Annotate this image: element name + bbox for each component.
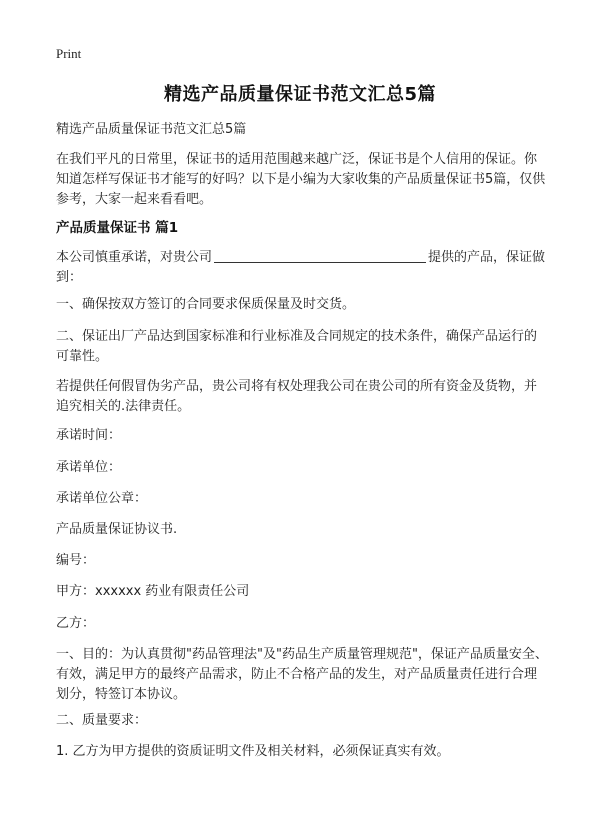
commitment-prefix: 本公司慎重承诺，对贵公司 — [56, 250, 213, 265]
intro-paragraph: 在我们平凡的日常里，保证书的适用范围越来越广泛，保证书是个人信用的保证。你知道怎样写保证书才能写的好吗？以下是小编为大家收集的产品质量保证书5篇，仅供参考，大家一起来看看吧。 — [56, 152, 546, 207]
commitment-seal-label: 承诺单位公章： — [56, 491, 148, 506]
document-subtitle: 精选产品质量保证书范文汇总5篇 — [56, 122, 247, 137]
page-title: 精选产品质量保证书范文汇总5篇 — [163, 84, 437, 105]
print-link[interactable]: Print — [56, 46, 82, 61]
commitment-unit-label: 承诺单位： — [56, 460, 122, 475]
quality-requirements-heading: 二、质量要求： — [56, 713, 148, 728]
commitment-item-1: 一、确保按双方签订的合同要求保质保量及时交货。 — [56, 297, 356, 312]
serial-number-label: 编号： — [56, 553, 96, 568]
commitment-item-2: 二、保证出厂产品达到国家标准和行业标准及合同规定的技术条件，确保产品运行的可靠性。 — [56, 329, 538, 364]
commitment-time-label: 承诺时间： — [56, 428, 122, 443]
liability-paragraph: 若提供任何假冒伪劣产品，贵公司将有权处理我公司在贵公司的所有资金及货物，并追究相关的.法律责任。 — [56, 379, 538, 414]
agreement-title: 产品质量保证协议书. — [56, 522, 178, 537]
party-a: 甲方：xxxxxx 药业有限责任公司 — [56, 584, 250, 599]
requirement-item-1: 1. 乙方为甲方提供的资质证明文件及相关材料，必须保证真实有效。 — [56, 744, 450, 759]
commitment-suffix: 提供的产品，保证做到： — [56, 250, 546, 285]
purpose-paragraph: 一、目的：为认真贯彻"药品管理法"及"药品生产质量管理规范"，保证产品质量安全、有效，满足甲方的最终产品需求，防止不合格产品的发生，对产品质量责任进行合理划分，特签订本协议。 — [56, 647, 548, 702]
party-b: 乙方： — [56, 616, 96, 631]
section-heading: 产品质量保证书 篇1 — [56, 220, 179, 236]
commitment-paragraph — [56, 248, 548, 288]
company-blank-line — [214, 248, 426, 263]
